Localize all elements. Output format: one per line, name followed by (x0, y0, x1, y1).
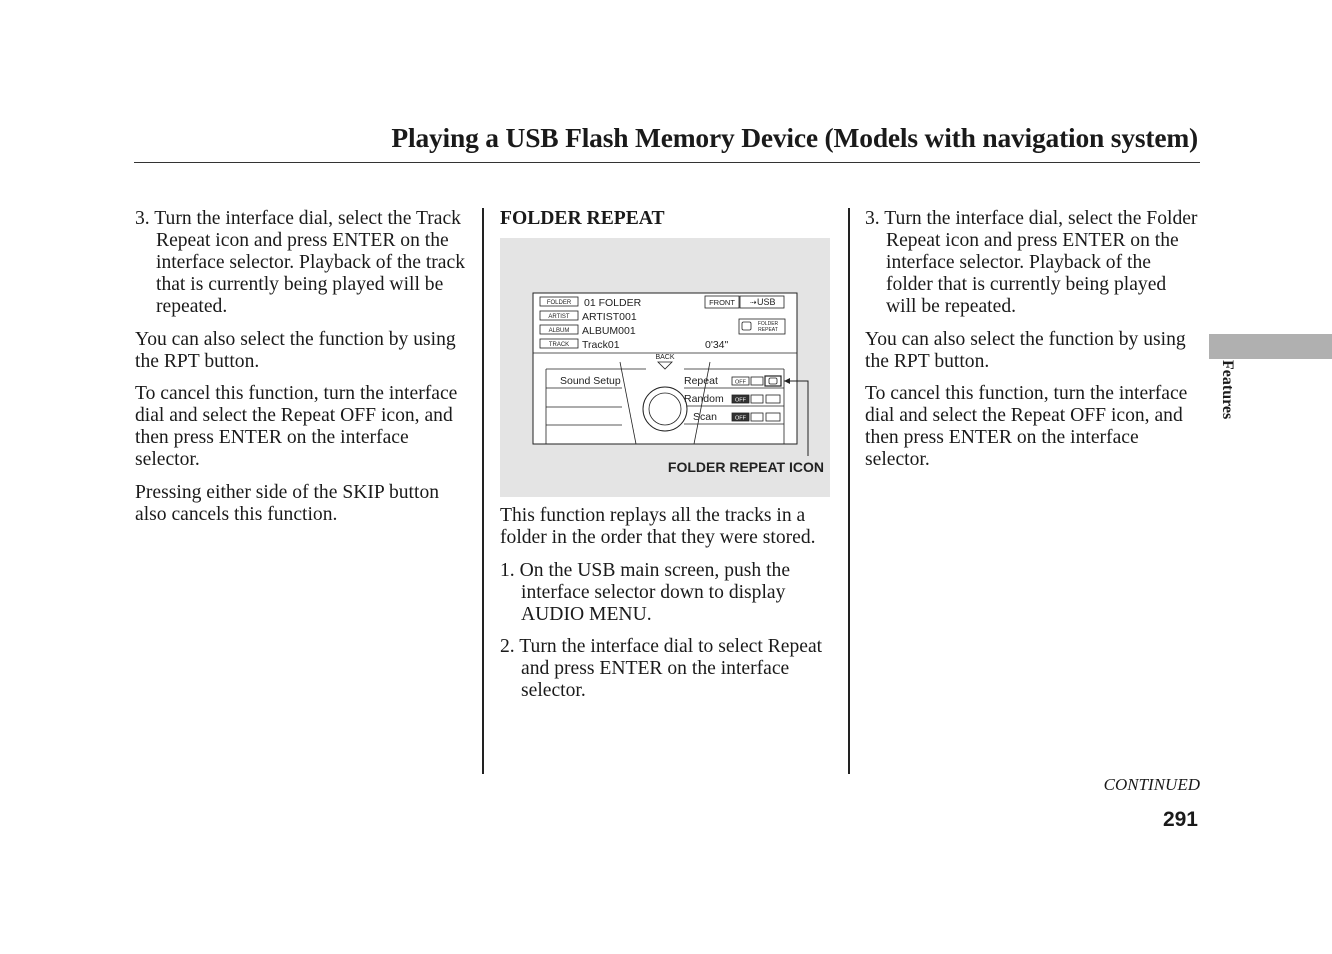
rpt-button-note: You can also select the function by using the RPT button. (135, 328, 456, 372)
track-tag-label: TRACK (548, 342, 570, 348)
continued-note: CONTINUED (1103, 775, 1200, 794)
scan-track-icon (751, 413, 763, 421)
step-3-folder-repeat: 3. Turn the interface dial, select the Folder Repeat icon and press ENTER on the interface selector. Playback of the folder that is currently being played will be repeated. (865, 208, 1198, 317)
page-number: 291 (1162, 808, 1198, 831)
column-right (865, 208, 1200, 482)
folder-tag-label: FOLDER (546, 300, 572, 306)
repeat-off-label: OFF (735, 379, 746, 386)
rpt-button-note: You can also select the function by using the RPT button. (865, 328, 1186, 372)
menu-scan: Scan (693, 411, 717, 423)
section-tab (1209, 334, 1332, 359)
random-off-label: OFF (735, 397, 746, 404)
usb-symbol-icon: ⇢ (750, 298, 757, 307)
scan-off-label: OFF (735, 415, 746, 422)
album-name: ALBUM001 (582, 325, 636, 337)
menu-repeat: Repeat (684, 375, 718, 387)
column-left (135, 208, 470, 536)
section-label: Features (1219, 360, 1236, 420)
menu-sound-setup: Sound Setup (560, 375, 621, 387)
step-2: 2. Turn the interface dial to select Repeat and press ENTER on the interface selector. (500, 636, 823, 701)
screen-illustration (500, 238, 830, 497)
artist-name: ARTIST001 (582, 311, 637, 323)
audio-menu-figure (500, 238, 830, 497)
folder-repeat-description: This function replays all the tracks in a folder in the order that they were stored. (500, 505, 816, 548)
random-track-icon (751, 395, 763, 403)
section-heading: FOLDER REPEAT (500, 208, 665, 229)
folder-name: 01 FOLDER (584, 297, 642, 309)
column-divider (482, 208, 484, 774)
random-folder-icon (766, 395, 780, 403)
skip-cancel-note: Pressing either side of the SKIP button also cancels this function. (135, 481, 440, 525)
track-repeat-icon (751, 377, 763, 385)
folder-repeat-icon (765, 376, 781, 386)
menu-random: Random (684, 393, 724, 405)
track-name: Track01 (582, 339, 620, 351)
step-1: 1. On the USB main screen, push the interface selector down to display AUDIO MENU. (500, 559, 791, 625)
folder-repeat-line1: FOLDER (757, 321, 779, 327)
artist-tag-label: ARTIST (548, 314, 570, 320)
usb-label: USB (757, 297, 776, 307)
page-title: Playing a USB Flash Memory Device (Models with navigation system) (391, 122, 1198, 153)
step-3-track-repeat: 3. Turn the interface dial, select the Track Repeat icon and press ENTER on the interface selector. Playback of the track that is currently being played will be repeated. (135, 208, 465, 317)
column-divider (848, 208, 850, 774)
album-tag-label: ALBUM (548, 328, 570, 334)
back-label: BACK (655, 354, 675, 361)
cancel-instructions: To cancel this function, turn the interface dial and select the Repeat OFF icon, and then press ENTER on the interface selector. (865, 383, 1188, 470)
elapsed-time: 0'34" (705, 339, 729, 351)
title-rule (134, 162, 1200, 163)
callout-label: FOLDER REPEAT ICON (667, 459, 824, 475)
folder-repeat-line2: REPEAT (758, 327, 778, 333)
scan-folder-icon (766, 413, 780, 421)
cancel-instructions: To cancel this function, turn the interface dial and select the Repeat OFF icon, and then press ENTER on the interface selector. (135, 383, 458, 470)
interface-dial-icon (643, 387, 687, 431)
front-label: FRONT (709, 298, 735, 307)
